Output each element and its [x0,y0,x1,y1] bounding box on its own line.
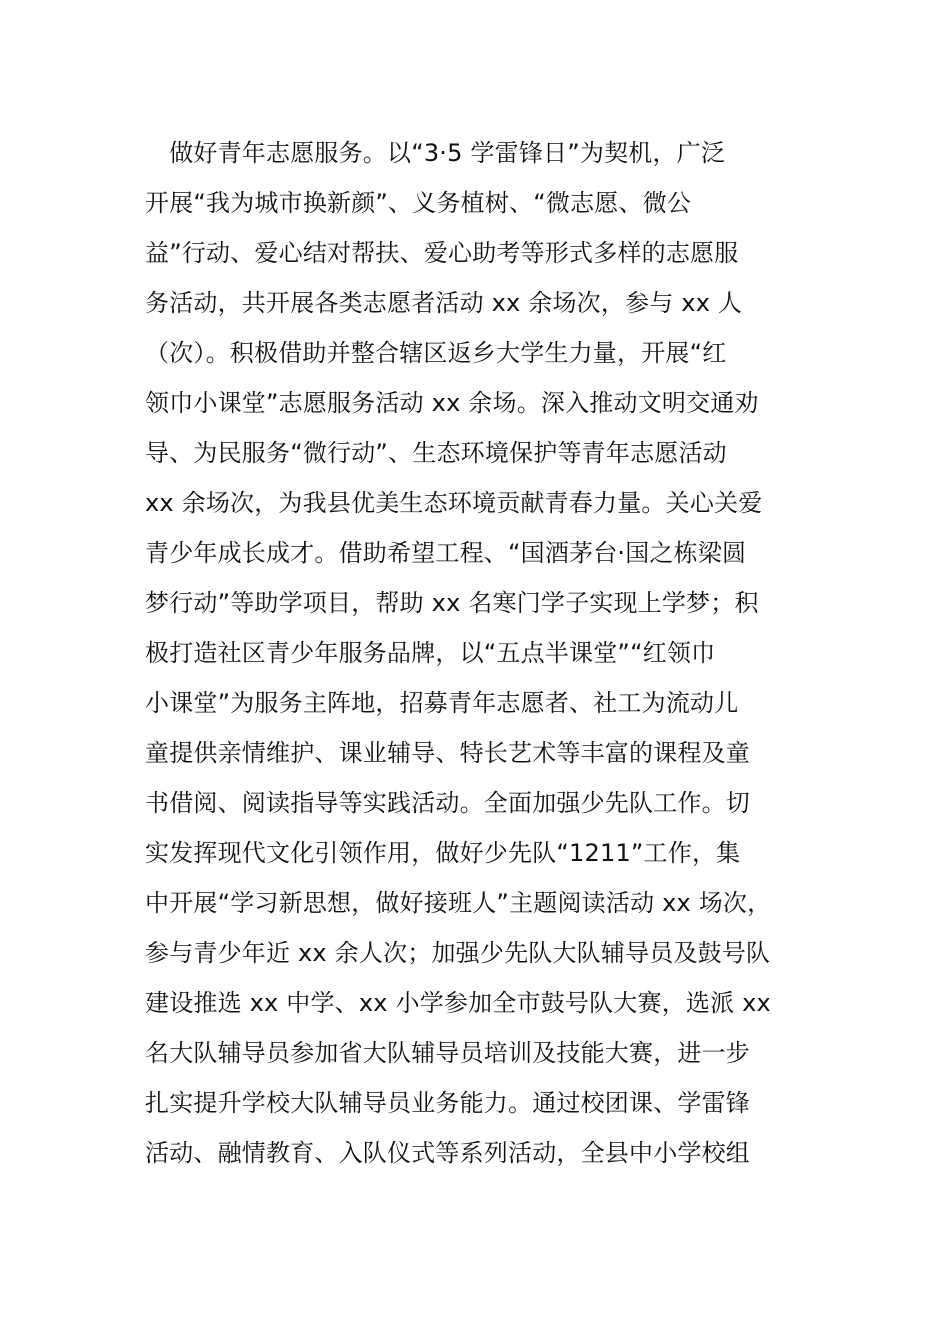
text-line: 青少年成长成才。借助希望工程、“国酒茅台·国之栋梁圆 [145,539,747,567]
text-line: 中开展“学习新思想，做好接班人”主题阅读活动 xx 场次， [145,889,772,917]
text-line: 建设推选 xx 中学、xx 小学参加全市鼓号队大赛，选派 xx [145,989,771,1017]
text-line: 开展“我为城市换新颜”、义务植树、“微志愿、微公 [145,189,692,217]
text-line: 实发挥现代文化引领作用，做好少先队“1211”工作，集 [145,839,741,867]
text-line: 参与青少年近 xx 余人次；加强少先队大队辅导员及鼓号队 [145,939,771,967]
text-line: 扎实提升学校大队辅导员业务能力。通过校团课、学雷锋 [145,1089,750,1117]
text-line: 小课堂”为服务主阵地，招募青年志愿者、社工为流动儿 [145,689,739,717]
text-line: 极打造社区青少年服务品牌，以“五点半课堂”“红领巾 [145,639,716,667]
text-line: 益”行动、爱心结对帮扶、爱心助考等形式多样的志愿服 [145,239,739,267]
text-line: 名大队辅导员参加省大队辅导员培训及技能大赛，进一步 [145,1039,750,1067]
text-line: 导、为民服务“微行动”、生态环境保护等青年志愿活动 [145,439,727,467]
text-line: 梦行动”等助学项目，帮助 xx 名寒门学子实现上学梦；积 [145,589,759,617]
text-line: 童提供亲情维护、课业辅导、特长艺术等丰富的课程及童 [145,739,750,767]
text-line: （次）。积极借助并整合辖区返乡大学生力量，开展“红 [145,339,727,367]
body-paragraph [145,128,815,1178]
text-line: 做好青年志愿服务。以“3·5 学雷锋日”为契机，广泛 [145,139,726,167]
text-line: xx 余场次，为我县优美生态环境贡献青春力量。关心关爱 [145,489,763,517]
text-line: 活动、融情教育、入队仪式等系列活动，全县中小学校组 [145,1139,750,1167]
text-line: 务活动，共开展各类志愿者活动 xx 余场次，参与 xx 人 [145,289,743,317]
text-line: 书借阅、阅读指导等实践活动。全面加强少先队工作。切 [145,789,750,817]
text-line: 领巾小课堂”志愿服务活动 xx 余场。深入推动文明交通劝 [145,389,759,417]
